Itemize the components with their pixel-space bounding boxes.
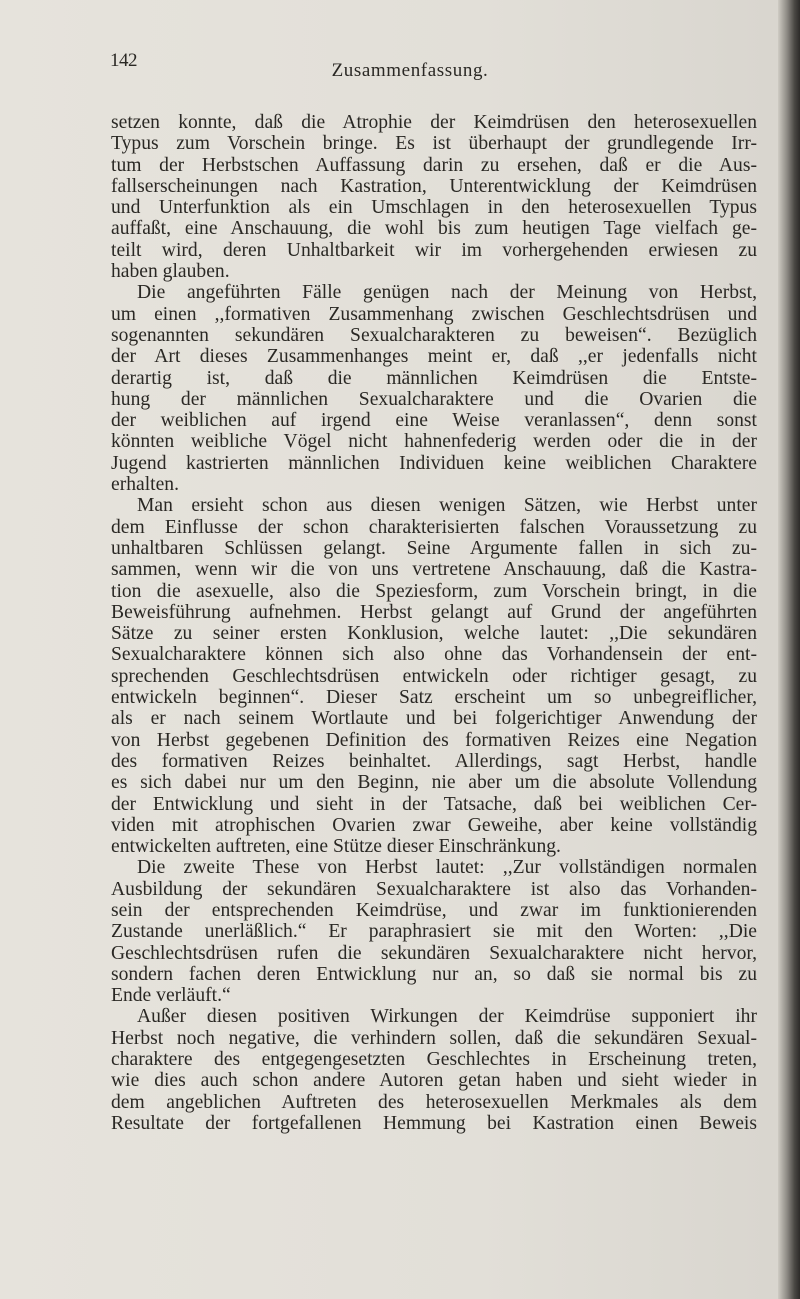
text-line: von Herbst gegebenen Definition des formativen Reizes eine Negation: [111, 729, 757, 751]
text-line: Ausbildung der sekundären Sexualcharaktere ist also das Vorhanden-: [111, 878, 757, 900]
book-spine-shadow: [778, 0, 800, 1299]
text-line: sprechenden Geschlechtsdrüsen entwickeln oder richtiger gesagt, zu: [111, 665, 757, 687]
text-line: Geschlechtsdrüsen rufen die sekundären Sexualcharaktere nicht hervor,: [111, 942, 757, 964]
text-line: und Unterfunktion als ein Umschlagen in den heterosexuellen Typus: [111, 197, 757, 219]
text-line: haben glauben.: [111, 261, 230, 283]
text-line: der Art dieses Zusammenhanges meint er, daß ,,er jedenfalls nicht: [111, 346, 757, 368]
text-line: teilt wird, deren Unhaltbarkeit wir im vorhergehenden erwiesen zu: [111, 239, 757, 261]
text-line: Typus zum Vorschein bringe. Es ist überhaupt der grundlegende Irr-: [111, 133, 757, 155]
page-number: 142: [110, 50, 137, 71]
text-line: sondern fachen deren Entwicklung nur an, so daß sie normal bis zu: [111, 963, 757, 985]
text-line: erhalten.: [111, 474, 179, 496]
text-line: tum der Herbstschen Auffassung darin zu ersehen, daß er die Aus-: [111, 154, 757, 176]
text-line: Außer diesen positiven Wirkungen der Keimdrüse supponiert ihr: [137, 1006, 757, 1028]
text-line: Resultate der fortgefallenen Hemmung bei Kastration einen Beweis: [111, 1112, 757, 1134]
text-line: Sexualcharaktere können sich also ohne das Vorhandensein der ent-: [111, 644, 757, 666]
text-line: Zustande unerläßlich.“ Er paraphrasiert sie mit den Worten: ,,Die: [111, 921, 757, 943]
text-line: derartig ist, daß die männlichen Keimdrüsen die Entste-: [111, 367, 757, 389]
text-line: Sätze zu seiner ersten Konklusion, welche lautet: ,,Die sekundären: [111, 623, 757, 645]
text-line: dem angeblichen Auftreten des heterosexuellen Merkmales als dem: [111, 1091, 757, 1113]
text-line: als er nach seinem Wortlaute und bei folgerichtiger Anwendung der: [111, 708, 757, 730]
text-line: sein der entsprechenden Keimdrüse, und zwar im funktionierenden: [111, 899, 757, 921]
text-line: fallserscheinungen nach Kastration, Unterentwicklung der Keimdrüsen: [111, 175, 757, 197]
text-line: hung der männlichen Sexualcharaktere und die Ovarien die: [111, 388, 757, 410]
text-line: Beweisführung aufnehmen. Herbst gelangt auf Grund der angeführten: [111, 601, 757, 623]
text-line: könnten weibliche Vögel nicht hahnenfederig werden oder die in der: [111, 431, 757, 453]
text-line: der Entwicklung und sieht in der Tatsache, daß bei weiblichen Cer-: [111, 793, 757, 815]
text-line: Jugend kastrierten männlichen Individuen keine weiblichen Charaktere: [111, 452, 757, 474]
text-line: setzen konnte, daß die Atrophie der Keimdrüsen den heterosexuellen: [111, 112, 757, 133]
text-line: auffaßt, eine Anschauung, die wohl bis zum heutigen Tage vielfach ge-: [111, 218, 757, 240]
text-line: Herbst noch negative, die verhindern sollen, daß die sekundären Sexual-: [111, 1027, 757, 1049]
text-line: viden mit atrophischen Ovarien zwar Geweihe, aber keine vollständig: [111, 814, 757, 836]
text-line: charaktere des entgegengesetzten Geschlechtes in Erscheinung treten,: [111, 1049, 757, 1071]
text-line: des formativen Reizes beinhaltet. Allerdings, sagt Herbst, handle: [111, 750, 757, 772]
running-title: Zusammenfassung.: [331, 60, 489, 81]
text-line: es sich dabei nur um den Beginn, nie aber um die absolute Vollendung: [111, 772, 757, 794]
text-line: sammen, wenn wir die von uns vertretene Anschauung, daß die Kastra-: [111, 559, 757, 581]
text-line: Die angeführten Fälle genügen nach der Meinung von Herbst,: [137, 282, 757, 304]
text-line: Man ersieht schon aus diesen wenigen Sätzen, wie Herbst unter: [137, 495, 757, 517]
text-line: um einen ,,formativen Zusammenhang zwischen Geschlechtsdrüsen und: [111, 303, 757, 325]
text-line: der weiblichen auf irgend eine Weise veranlassen“, denn sonst: [111, 410, 757, 432]
text-line: Die zweite These von Herbst lautet: ,,Zur vollständigen normalen: [137, 857, 757, 879]
body-text: [111, 112, 757, 1134]
text-line: unhaltbaren Schlüssen gelangt. Seine Argumente fallen in sich zu-: [111, 537, 757, 559]
text-line: Ende verläuft.“: [111, 985, 231, 1007]
text-line: tion die asexuelle, also die Speziesform, zum Vorschein bringt, in die: [111, 580, 757, 602]
text-line: dem Einflusse der schon charakterisierten falschen Voraussetzung zu: [111, 516, 757, 538]
text-line: entwickelten auftreten, eine Stütze dieser Einschränkung.: [111, 836, 561, 858]
text-line: entwickeln beginnen“. Dieser Satz erscheint um so unbegreiflicher,: [111, 687, 757, 709]
text-line: wie dies auch schon andere Autoren getan haben und sieht wieder in: [111, 1070, 757, 1092]
text-line: sogenannten sekundären Sexualcharakteren zu beweisen“. Bezüglich: [111, 324, 757, 346]
